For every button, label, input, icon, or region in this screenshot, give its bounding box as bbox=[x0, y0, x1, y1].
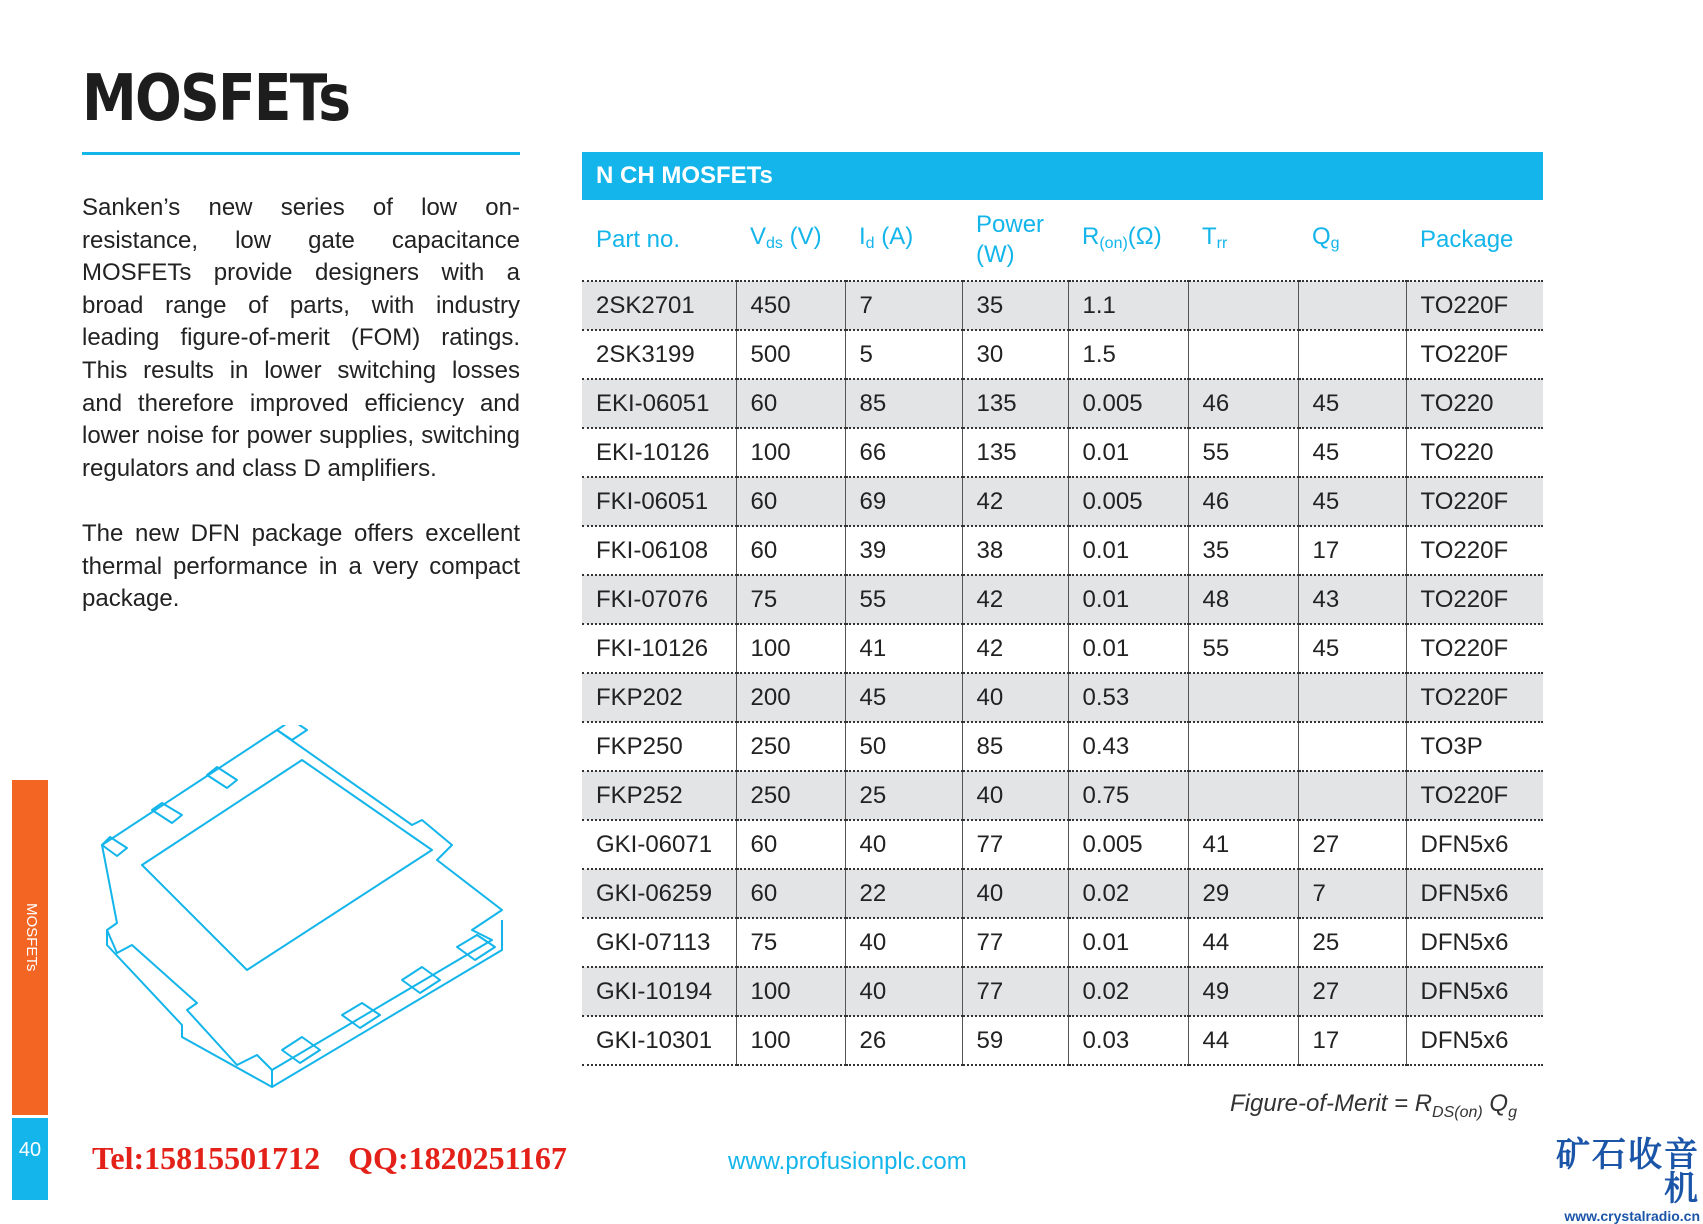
cell-power: 42 bbox=[962, 624, 1068, 673]
table-row bbox=[582, 624, 1543, 673]
table-row bbox=[582, 673, 1543, 722]
contact-watermark bbox=[92, 1140, 567, 1177]
cell-qg: 7 bbox=[1298, 869, 1406, 918]
table-row bbox=[582, 281, 1543, 330]
cell-qg bbox=[1298, 281, 1406, 330]
cell-id: 69 bbox=[845, 477, 962, 526]
cell-vds: 100 bbox=[736, 428, 845, 477]
cell-power: 77 bbox=[962, 918, 1068, 967]
cell-power: 40 bbox=[962, 771, 1068, 820]
lead bbox=[152, 803, 182, 823]
cell-vds: 100 bbox=[736, 624, 845, 673]
cell-qg: 45 bbox=[1298, 428, 1406, 477]
dfn-paragraph: The new DFN package offers excellent thermal performance in a very compact package. bbox=[82, 520, 520, 613]
col-header-part-no: Part no. bbox=[582, 200, 736, 281]
cell-ron: 0.01 bbox=[1068, 526, 1188, 575]
cell-ron: 0.005 bbox=[1068, 820, 1188, 869]
cell-package: DFN5x6 bbox=[1406, 918, 1543, 967]
cell-ron: 0.02 bbox=[1068, 869, 1188, 918]
package-top-face bbox=[102, 730, 502, 1070]
cell-trr bbox=[1188, 722, 1298, 771]
cell-package: DFN5x6 bbox=[1406, 869, 1543, 918]
cell-ron: 0.75 bbox=[1068, 771, 1188, 820]
cell-vds: 250 bbox=[736, 771, 845, 820]
table-row bbox=[582, 330, 1543, 379]
cell-qg: 17 bbox=[1298, 526, 1406, 575]
cell-package: DFN5x6 bbox=[1406, 1016, 1543, 1065]
cell-part-no: FKI-07076 bbox=[582, 575, 736, 624]
cell-qg bbox=[1298, 673, 1406, 722]
table-header-row bbox=[582, 200, 1543, 281]
cell-package: DFN5x6 bbox=[1406, 967, 1543, 1016]
cell-package: TO220F bbox=[1406, 526, 1543, 575]
cell-part-no: EKI-10126 bbox=[582, 428, 736, 477]
cell-package: TO220F bbox=[1406, 673, 1543, 722]
cell-part-no: 2SK3199 bbox=[582, 330, 736, 379]
cell-power: 42 bbox=[962, 575, 1068, 624]
intro-paragraph: Sanken’s new series of low on-resistance, low gate capacitance MOSFETs provide designers with a broad range of parts, with industry leading figure-of-merit (FOM) ratings. This results in lower switching losses and therefore improved efficiency and lower noise for power supplies, switching regulators and class D amplifiers. bbox=[82, 194, 520, 482]
col-header-vds: $V_{ds}$ (V) bbox=[736, 200, 845, 281]
lead bbox=[282, 1037, 320, 1063]
package-die-pad bbox=[142, 760, 432, 970]
cell-power: 40 bbox=[962, 673, 1068, 722]
cell-vds: 250 bbox=[736, 722, 845, 771]
crystalradio-logo bbox=[1534, 1138, 1700, 1224]
cell-vds: 60 bbox=[736, 869, 845, 918]
col-header-qg: $Q_g$ bbox=[1298, 200, 1406, 281]
cell-trr: 35 bbox=[1188, 526, 1298, 575]
cell-vds: 100 bbox=[736, 967, 845, 1016]
cell-part-no: FKP202 bbox=[582, 673, 736, 722]
cell-part-no: GKI-06071 bbox=[582, 820, 736, 869]
cell-trr: 55 bbox=[1188, 624, 1298, 673]
table-row bbox=[582, 477, 1543, 526]
cell-part-no: EKI-06051 bbox=[582, 379, 736, 428]
cell-trr: 48 bbox=[1188, 575, 1298, 624]
cell-part-no: FKI-06108 bbox=[582, 526, 736, 575]
table-row bbox=[582, 820, 1543, 869]
cell-power: 35 bbox=[962, 281, 1068, 330]
cell-id: 40 bbox=[845, 820, 962, 869]
cell-part-no: FKP250 bbox=[582, 722, 736, 771]
cell-power: 135 bbox=[962, 428, 1068, 477]
cell-power: 38 bbox=[962, 526, 1068, 575]
lead bbox=[102, 837, 127, 856]
table-row bbox=[582, 379, 1543, 428]
cell-trr: 41 bbox=[1188, 820, 1298, 869]
cell-id: 25 bbox=[845, 771, 962, 820]
website-link[interactable]: www.profusionplc.com bbox=[728, 1148, 967, 1175]
col-header-package: Package bbox=[1406, 200, 1543, 281]
contact-qq: QQ:1820251167 bbox=[348, 1140, 567, 1176]
cell-trr: 55 bbox=[1188, 428, 1298, 477]
cell-id: 40 bbox=[845, 918, 962, 967]
col-header-trr: $T_{rr}$ bbox=[1188, 200, 1298, 281]
cell-qg: 27 bbox=[1298, 820, 1406, 869]
cell-ron: 0.01 bbox=[1068, 624, 1188, 673]
table-row bbox=[582, 918, 1543, 967]
cell-power: 30 bbox=[962, 330, 1068, 379]
cell-qg bbox=[1298, 771, 1406, 820]
cell-id: 66 bbox=[845, 428, 962, 477]
cell-power: 85 bbox=[962, 722, 1068, 771]
cell-ron: 0.53 bbox=[1068, 673, 1188, 722]
cell-power: 77 bbox=[962, 820, 1068, 869]
cell-vds: 60 bbox=[736, 526, 845, 575]
cell-trr: 44 bbox=[1188, 918, 1298, 967]
cell-qg: 43 bbox=[1298, 575, 1406, 624]
table-row bbox=[582, 722, 1543, 771]
mosfet-table bbox=[582, 200, 1543, 1066]
cell-id: 45 bbox=[845, 673, 962, 722]
table-row bbox=[582, 428, 1543, 477]
cell-vds: 60 bbox=[736, 820, 845, 869]
page-number: 40 bbox=[12, 1118, 48, 1200]
cell-qg: 45 bbox=[1298, 379, 1406, 428]
cell-package: TO220 bbox=[1406, 379, 1543, 428]
cell-id: 85 bbox=[845, 379, 962, 428]
cell-trr bbox=[1188, 281, 1298, 330]
cell-qg bbox=[1298, 722, 1406, 771]
cell-power: 42 bbox=[962, 477, 1068, 526]
cell-package: TO220F bbox=[1406, 281, 1543, 330]
col-header-id: $I_d$ (A) bbox=[845, 200, 962, 281]
cell-vds: 60 bbox=[736, 379, 845, 428]
cell-trr bbox=[1188, 771, 1298, 820]
cell-qg bbox=[1298, 330, 1406, 379]
title-underline bbox=[82, 152, 520, 155]
cell-trr: 44 bbox=[1188, 1016, 1298, 1065]
cell-id: 41 bbox=[845, 624, 962, 673]
cell-package: TO220F bbox=[1406, 477, 1543, 526]
cell-vds: 200 bbox=[736, 673, 845, 722]
cell-id: 5 bbox=[845, 330, 962, 379]
cell-qg: 45 bbox=[1298, 624, 1406, 673]
table-row bbox=[582, 869, 1543, 918]
cell-id: 55 bbox=[845, 575, 962, 624]
cell-ron: 0.03 bbox=[1068, 1016, 1188, 1065]
cell-package: TO3P bbox=[1406, 722, 1543, 771]
cell-id: 50 bbox=[845, 722, 962, 771]
logo-text: 矿石收音机 bbox=[1556, 1136, 1700, 1208]
figure-of-merit-formula: Figure-of-Merit = $R_{DS(on)}$ $Q_g$ bbox=[1230, 1090, 1517, 1121]
cell-power: 77 bbox=[962, 967, 1068, 1016]
cell-qg: 45 bbox=[1298, 477, 1406, 526]
cell-part-no: FKI-10126 bbox=[582, 624, 736, 673]
cell-part-no: FKP252 bbox=[582, 771, 736, 820]
lead bbox=[207, 767, 237, 788]
col-header-ron: $R_{(on)}(\Omega)$ bbox=[1068, 200, 1188, 281]
cell-part-no: GKI-06259 bbox=[582, 869, 736, 918]
cell-package: TO220F bbox=[1406, 575, 1543, 624]
logo-url: www.crystalradio.cn bbox=[1564, 1208, 1700, 1224]
cell-trr: 46 bbox=[1188, 379, 1298, 428]
cell-ron: 0.01 bbox=[1068, 428, 1188, 477]
table-row bbox=[582, 1016, 1543, 1065]
cell-power: 40 bbox=[962, 869, 1068, 918]
cell-trr: 46 bbox=[1188, 477, 1298, 526]
table-row bbox=[582, 575, 1543, 624]
cell-id: 22 bbox=[845, 869, 962, 918]
section-side-tab-label: MOSFETs bbox=[23, 903, 40, 972]
cell-power: 135 bbox=[962, 379, 1068, 428]
cell-part-no: FKI-06051 bbox=[582, 477, 736, 526]
cell-qg: 27 bbox=[1298, 967, 1406, 1016]
cell-id: 26 bbox=[845, 1016, 962, 1065]
cell-trr: 29 bbox=[1188, 869, 1298, 918]
cell-qg: 17 bbox=[1298, 1016, 1406, 1065]
cell-trr bbox=[1188, 330, 1298, 379]
cell-part-no: GKI-07113 bbox=[582, 918, 736, 967]
table-title: N CH MOSFETs bbox=[582, 152, 1543, 200]
cell-package: TO220F bbox=[1406, 624, 1543, 673]
cell-ron: 1.5 bbox=[1068, 330, 1188, 379]
cell-power: 59 bbox=[962, 1016, 1068, 1065]
mosfet-table-panel bbox=[582, 152, 1543, 1066]
cell-ron: 0.01 bbox=[1068, 918, 1188, 967]
cell-part-no: 2SK2701 bbox=[582, 281, 736, 330]
page-title: MOSFETs bbox=[82, 62, 350, 136]
cell-vds: 75 bbox=[736, 918, 845, 967]
cell-vds: 450 bbox=[736, 281, 845, 330]
cell-vds: 500 bbox=[736, 330, 845, 379]
table-row bbox=[582, 771, 1543, 820]
cell-ron: 0.005 bbox=[1068, 379, 1188, 428]
cell-ron: 0.43 bbox=[1068, 722, 1188, 771]
cell-package: DFN5x6 bbox=[1406, 820, 1543, 869]
cell-ron: 0.01 bbox=[1068, 575, 1188, 624]
table-row bbox=[582, 967, 1543, 1016]
cell-vds: 75 bbox=[736, 575, 845, 624]
cell-trr bbox=[1188, 673, 1298, 722]
dfn-package-illustration bbox=[92, 725, 532, 1105]
cell-package: TO220F bbox=[1406, 330, 1543, 379]
cell-vds: 100 bbox=[736, 1016, 845, 1065]
cell-ron: 1.1 bbox=[1068, 281, 1188, 330]
cell-qg: 25 bbox=[1298, 918, 1406, 967]
cell-vds: 60 bbox=[736, 477, 845, 526]
col-header-power: Power (W) bbox=[962, 200, 1068, 281]
cell-part-no: GKI-10194 bbox=[582, 967, 736, 1016]
cell-id: 40 bbox=[845, 967, 962, 1016]
cell-package: TO220 bbox=[1406, 428, 1543, 477]
cell-ron: 0.005 bbox=[1068, 477, 1188, 526]
cell-ron: 0.02 bbox=[1068, 967, 1188, 1016]
cell-id: 39 bbox=[845, 526, 962, 575]
contact-tel: Tel:15815501712 bbox=[92, 1140, 321, 1176]
cell-package: TO220F bbox=[1406, 771, 1543, 820]
table-row bbox=[582, 526, 1543, 575]
cell-trr: 49 bbox=[1188, 967, 1298, 1016]
cell-part-no: GKI-10301 bbox=[582, 1016, 736, 1065]
cell-id: 7 bbox=[845, 281, 962, 330]
lead bbox=[277, 725, 307, 740]
